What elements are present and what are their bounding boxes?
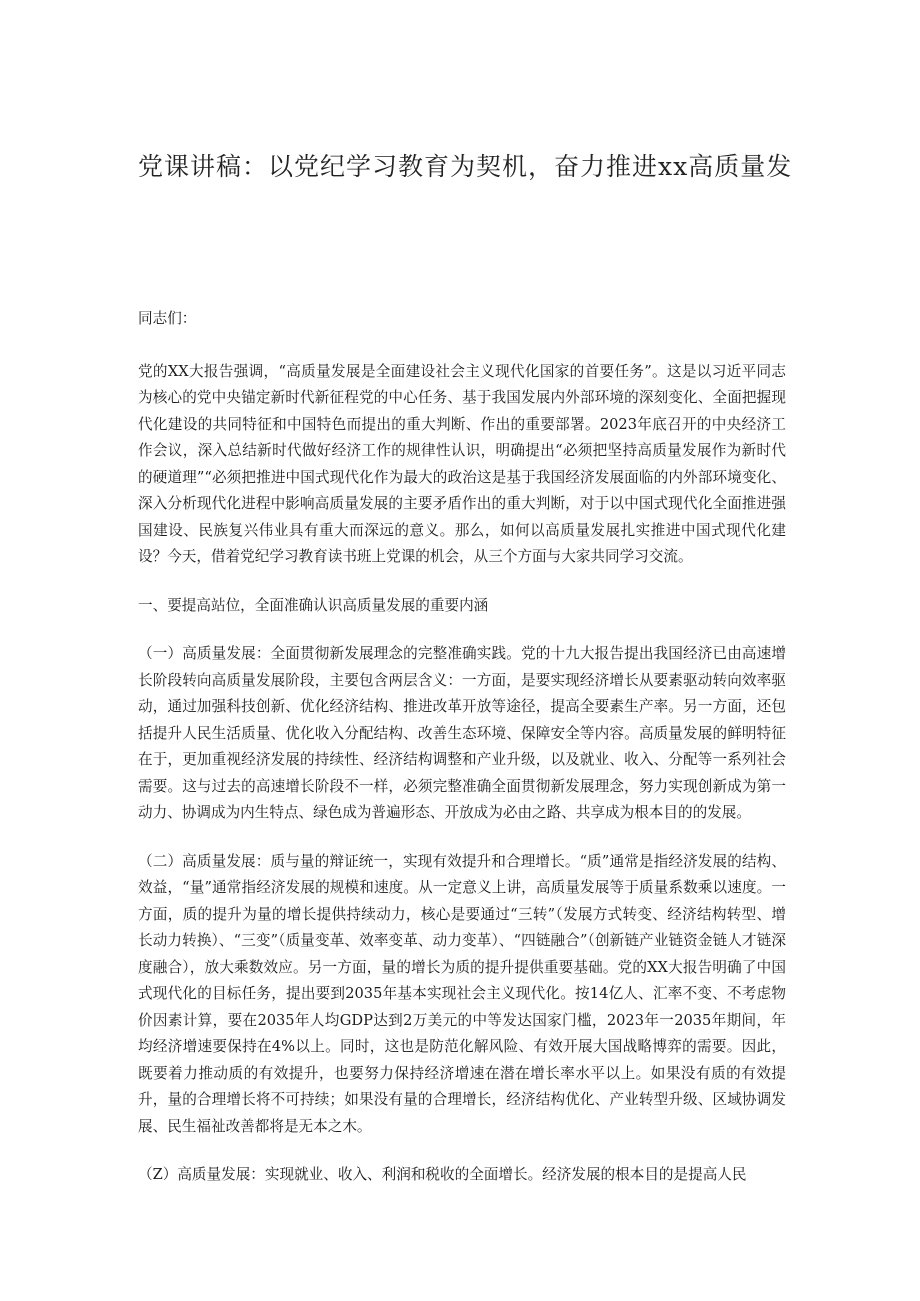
greeting: 同志们： xyxy=(138,310,197,327)
paragraph-subsection-3: （Z）高质量发展：实现就业、收入、利润和税收的全面增长。经济发展的根本目的是提高人民 xyxy=(138,1166,747,1183)
paragraph-subsection-1: （一）高质量发展：全面贯彻新发展理念的完整准确实践。党的十九大报告提出我国经济已由高速增长阶段转向高质量发展阶段，主要包含两层含义：一方面，是要实现经济增长从要素驱动转向效率驱动，通过加强科技创新、优化经济结构、推进改革开放等途径，提高全要素生产率。另一方面，还包括提升人民生活质量、优化收入分配结构、改善生态环境、保障安全等内容。高质量发展的鲜明特征在于，更加重视经济发展的持续性、经济结构调整和产业升级，以及就业、收入、分配等一系列社会需要。这与过去的高速增长阶段不一样，必须完整准确全面贯彻新发展理念，努力实现创新成为第一动力、协调成为内生特点、绿色成为普遍形态、开放成为必由之路、共享成为根本目的的发展。 xyxy=(138,645,786,821)
document-body xyxy=(138,306,786,1211)
paragraph-intro: 党的XX大报告强调，“高质量发展是全面建设社会主义现代化国家的首要任务”。这是以习近平同志为核心的党中央锚定新时代新征程党的中心任务、基于我国发展内外部环境的深刻变化、全面把握现代化建设的共同特征和中国特色而提出的重大判断、作出的重要部署。2023年底召开的中央经济工作会议，深入总结新时代做好经济工作的规律性认识，明确提出“必须把坚持高质量发展作为新时代的硬道理”“必须把推进中国式现代化作为最大的政治这是基于我国经济发展面临的内外部环境变化、深入分析现代化进程中影响高质量发展的主要矛盾作出的重大判断，对于以中国式现代化全面推进强国建设、民族复兴伟业具有重大而深远的意义。那么，如何以高质量发展扎实推进中国式现代化建设？今天，借着党纪学习教育读书班上党课的机会，从三个方面与大家共同学习交流。 xyxy=(138,362,786,565)
section-heading-1: 一、要提高站位，全面准确认识高质量发展的重要内涵 xyxy=(138,596,489,614)
paragraph-subsection-2: （二）高质量发展：质与量的辩证统一，实现有效提升和合理增长。“质”通常是指经济发展的结构、效益，“量”通常指经济发展的规模和速度。从一定意义上讲，高质量发展等于质量系数乘以速度。一方面，质的提升为量的增长提供持续动力，核心是要通过“三转”（发展方式转变、经济结构转型、增长动力转换）、“三变”（质量变革、效率变革、动力变革）、“四链融合”（创新链产业链资金链人才链深度融合），放大乘数效应。另一方面，量的增长为质的提升提供重要基础。党的XX大报告明确了中国式现代化的目标任务，提出要到2035年基本实现社会主义现代化。按14亿人、汇率不变、不考虑物价因素计算，要在2035年人均GDP达到2万美元的中等发达国家门槛，2023年一2035年期间，年均经济增速要保持在4%以上。同时，这也是防范化解风险、有效开展大国战略博弈的需要。因此，既要着力推动质的有效提升，也要努力保持经济增速在潜在增长率水平以上。如果没有质的有效提升，量的合理增长将不可持续；如果没有量的合理增长，经济结构优化、产业转型升级、区域协调发展、民生福祉改善都将是无本之木。 xyxy=(138,852,786,1135)
document-title: 党课讲稿：以党纪学习教育为契机，奋力推进xx高质量发 xyxy=(138,152,793,181)
